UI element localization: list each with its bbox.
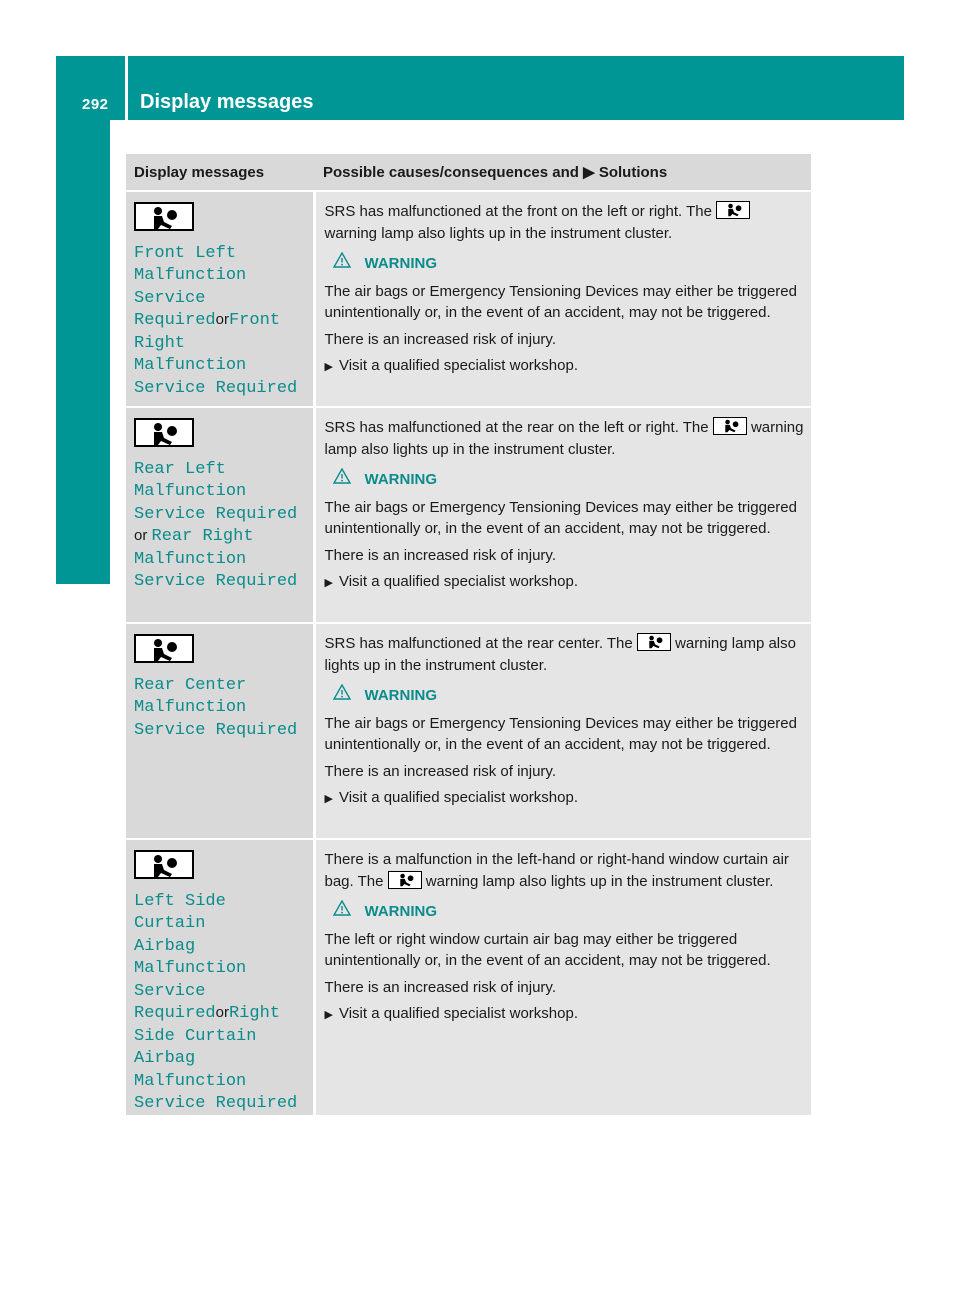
message-fragment: Airbag Malfunction [134, 936, 247, 978]
warning-heading: WARNING [333, 684, 806, 707]
message-cell [126, 191, 314, 407]
page-number: 292 [82, 96, 109, 113]
message-fragment: Service Required [134, 572, 298, 591]
message-fragment: Service [134, 981, 206, 1001]
causes-cell [314, 623, 811, 839]
message-fragment: Left Side Curtain [134, 891, 226, 933]
airbag-warning-icon [134, 850, 194, 879]
message-fragment: Required [134, 311, 216, 330]
warning-triangle-icon [333, 684, 351, 707]
message-cell [126, 623, 314, 839]
warning-heading: WARNING [333, 252, 806, 275]
or-connector: or [134, 527, 148, 544]
action-step: ▶ Visit a qualified specialist workshop. [325, 571, 806, 595]
page-title: Display messages [140, 91, 314, 113]
action-step: ▶ Visit a qualified specialist workshop. [325, 1003, 806, 1027]
message-fragment: Service [134, 288, 206, 308]
step-arrow-icon: ▶ [324, 793, 333, 805]
risk-text: There is an increased risk of injury. [324, 330, 556, 348]
message-fragment: Rear Right [151, 527, 254, 546]
header-divider [125, 56, 128, 120]
table-row [126, 623, 811, 839]
table-row [126, 191, 811, 407]
warning-text: The air bags or Emergency Tensioning Devices may either be triggered unintentionally or, in the event of an accident, may not be triggered. [324, 282, 797, 321]
display-message-text [134, 458, 305, 593]
step-arrow-icon: ▶ [324, 577, 333, 589]
airbag-warning-icon [637, 633, 671, 651]
display-message-text [134, 674, 305, 742]
step-arrow-icon: ▶ [324, 1009, 333, 1021]
airbag-warning-icon [134, 418, 194, 447]
airbag-warning-icon [388, 871, 422, 889]
table-header-row [126, 154, 811, 191]
step-arrow-icon: ▶ [324, 361, 333, 373]
message-fragment: Service Required [134, 1094, 298, 1113]
table-row [126, 839, 811, 1115]
message-fragment: Right [228, 1004, 280, 1023]
message-fragment: Malfunction [134, 482, 247, 501]
airbag-warning-icon [716, 201, 750, 219]
message-fragment: Malfunction [134, 549, 247, 569]
warning-heading: WARNING [333, 900, 806, 923]
airbag-warning-icon [134, 634, 194, 663]
warning-text: The air bags or Emergency Tensioning Devices may either be triggered unintentionally or, in the event of an accident, may not be triggered. [324, 498, 797, 537]
warning-triangle-icon [333, 468, 351, 491]
causes-cell [314, 191, 811, 407]
message-fragment: Malfunction [134, 266, 247, 285]
cause-text: There is a malfunction in the left-hand or right-hand window curtain air bag. The warning lamp also lights up in the instrument cluster. [324, 851, 789, 890]
risk-text: There is an increased risk of injury. [324, 978, 556, 996]
display-message-text [134, 242, 305, 400]
cause-text: SRS has malfunctioned at the rear center. The warning lamp also lights up in the instrument cluster. [324, 635, 796, 674]
message-fragment: Service Required [134, 720, 298, 740]
warning-triangle-icon [333, 900, 351, 923]
message-cell [126, 839, 314, 1115]
message-cell [126, 407, 314, 623]
table-row [126, 407, 811, 623]
display-message-text [134, 890, 305, 1115]
message-fragment: Service Required [134, 378, 298, 398]
warning-text: The left or right window curtain air bag may either be triggered unintentionally or, in the event of an accident, may not be triggered. [324, 930, 771, 969]
message-fragment: Front [228, 311, 280, 330]
warning-heading: WARNING [333, 468, 806, 491]
display-messages-table [126, 154, 811, 1115]
message-fragment: Side Curtain [134, 1026, 257, 1046]
or-connector: or [215, 311, 229, 328]
side-label: On-board computer and displays [70, 179, 95, 525]
cause-text: SRS has malfunctioned at the rear on the left or right. The warning lamp also lights up in the instrument cluster. [324, 419, 804, 458]
risk-text: There is an increased risk of injury. [324, 762, 556, 780]
message-fragment: Malfunction [134, 698, 247, 717]
airbag-warning-icon [134, 202, 194, 231]
action-step: ▶ Visit a qualified specialist workshop. [325, 787, 806, 811]
causes-cell [314, 839, 811, 1115]
or-connector: or [215, 1004, 229, 1021]
cause-text: SRS has malfunctioned at the front on the left or right. The warning lamp also lights up in the instrument cluster. [325, 201, 806, 244]
warning-triangle-icon [333, 252, 351, 275]
airbag-warning-icon [713, 417, 747, 435]
message-fragment: Airbag Malfunction [134, 1049, 247, 1091]
message-fragment: Required [134, 1004, 216, 1023]
col-header-messages: Display messages [126, 154, 314, 191]
message-fragment: Front Left [134, 243, 237, 263]
action-step: ▶ Visit a qualified specialist workshop. [325, 355, 806, 379]
message-fragment: Right Malfunction [134, 333, 247, 375]
risk-text: There is an increased risk of injury. [324, 546, 556, 564]
play-arrow-icon: ▶ [583, 164, 595, 181]
col-header-causes: Possible causes/consequences and ▶ Solutions [314, 154, 811, 191]
message-fragment: Rear Center [134, 675, 247, 695]
message-fragment: Rear Left [134, 459, 226, 479]
warning-text: The air bags or Emergency Tensioning Devices may either be triggered unintentionally or, in the event of an accident, may not be triggered. [324, 714, 797, 753]
message-fragment: Service Required [134, 504, 298, 524]
causes-cell [314, 407, 811, 623]
